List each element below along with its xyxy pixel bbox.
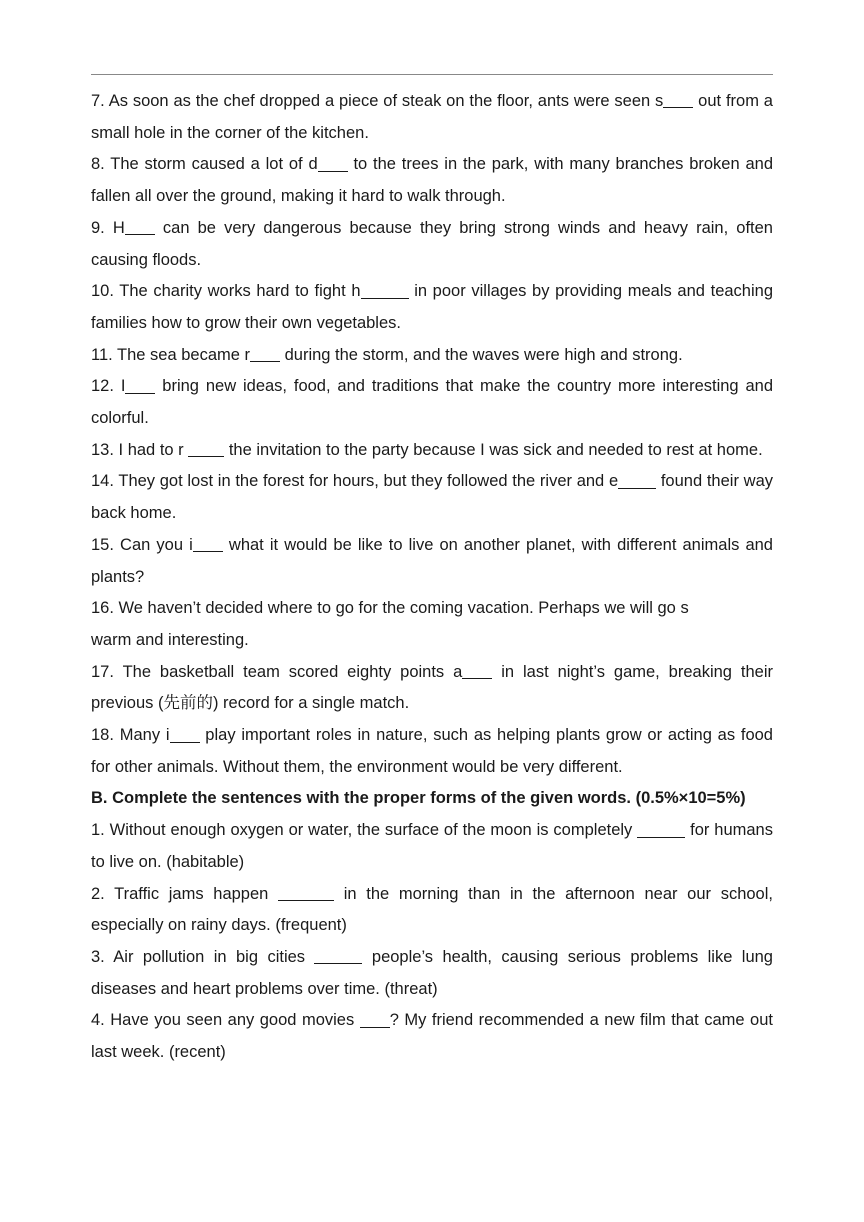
section-b-heading: B. Complete the sentences with the proper forms of the given words. (0.5%×10=5%) [91, 789, 746, 808]
answer-blank[interactable] [360, 1010, 390, 1028]
answer-blank[interactable] [170, 725, 200, 743]
answer-blank[interactable] [188, 440, 224, 458]
question-12: 12. I bring new ideas, food, and traditions that make the country more interesting and colorful. [91, 377, 773, 428]
question-b1: 1. Without enough oxygen or water, the surface of the moon is completely for humans to live on. (habitable) [91, 821, 773, 871]
answer-blank[interactable] [278, 884, 334, 902]
answer-blank[interactable] [250, 345, 280, 363]
answer-blank[interactable] [318, 154, 348, 172]
question-14: 14. They got lost in the forest for hours, but they followed the river and e found their way back home. [91, 472, 773, 523]
question-7: 7. As soon as the chef dropped a piece of steak on the floor, ants were seen s out from a small hole in the corner of the kitchen. [91, 92, 773, 142]
question-b4: 4. Have you seen any good movies ? My friend recommended a new film that came out last week. (recent) [91, 1011, 773, 1062]
question-b3: 3. Air pollution in big cities people’s health, causing serious problems like lung diseases and heart problems over time. (threat) [91, 947, 773, 998]
question-10: 10. The charity works hard to fight h in poor villages by providing meals and teaching families how to grow their own vegetables. [91, 282, 773, 332]
question-16-continuation: warm and interesting. [91, 630, 249, 649]
answer-blank[interactable] [462, 662, 492, 680]
answer-blank[interactable] [663, 91, 693, 109]
worksheet-content [91, 86, 773, 1069]
question-18: 18. Many i play important roles in nature, such as helping plants grow or acting as food for other animals. Without them, the environment would be very different. [91, 726, 773, 776]
question-8: 8. The storm caused a lot of d to the trees in the park, with many branches broken and fallen all over the ground, making it hard to walk through. [91, 155, 774, 206]
answer-blank[interactable] [314, 947, 362, 965]
question-17: 17. The basketball team scored eighty points a in last night’s game, breaking their previous (先前的) record for a single match. [91, 662, 773, 713]
answer-blank[interactable] [193, 535, 223, 553]
answer-blank[interactable] [618, 471, 656, 489]
answer-blank[interactable] [361, 281, 409, 299]
answer-blank[interactable] [125, 376, 155, 394]
question-15: 15. Can you i what it would be like to live on another planet, with different animals and plants? [91, 535, 773, 586]
question-13: 13. I had to r the invitation to the party because I was sick and needed to rest at home. [91, 440, 763, 459]
question-9: 9. H can be very dangerous because they bring strong winds and heavy rain, often causing floods. [91, 218, 773, 269]
header-rule [91, 74, 773, 75]
question-11: 11. The sea became r during the storm, and the waves were high and strong. [91, 345, 683, 364]
answer-blank[interactable] [637, 820, 685, 838]
question-b2: 2. Traffic jams happen in the morning than in the afternoon near our school, especially on rainy days. (frequent) [91, 884, 773, 935]
answer-blank[interactable] [125, 218, 155, 236]
question-16: 16. We haven’t decided where to go for the coming vacation. Perhaps we will go s [91, 599, 689, 618]
